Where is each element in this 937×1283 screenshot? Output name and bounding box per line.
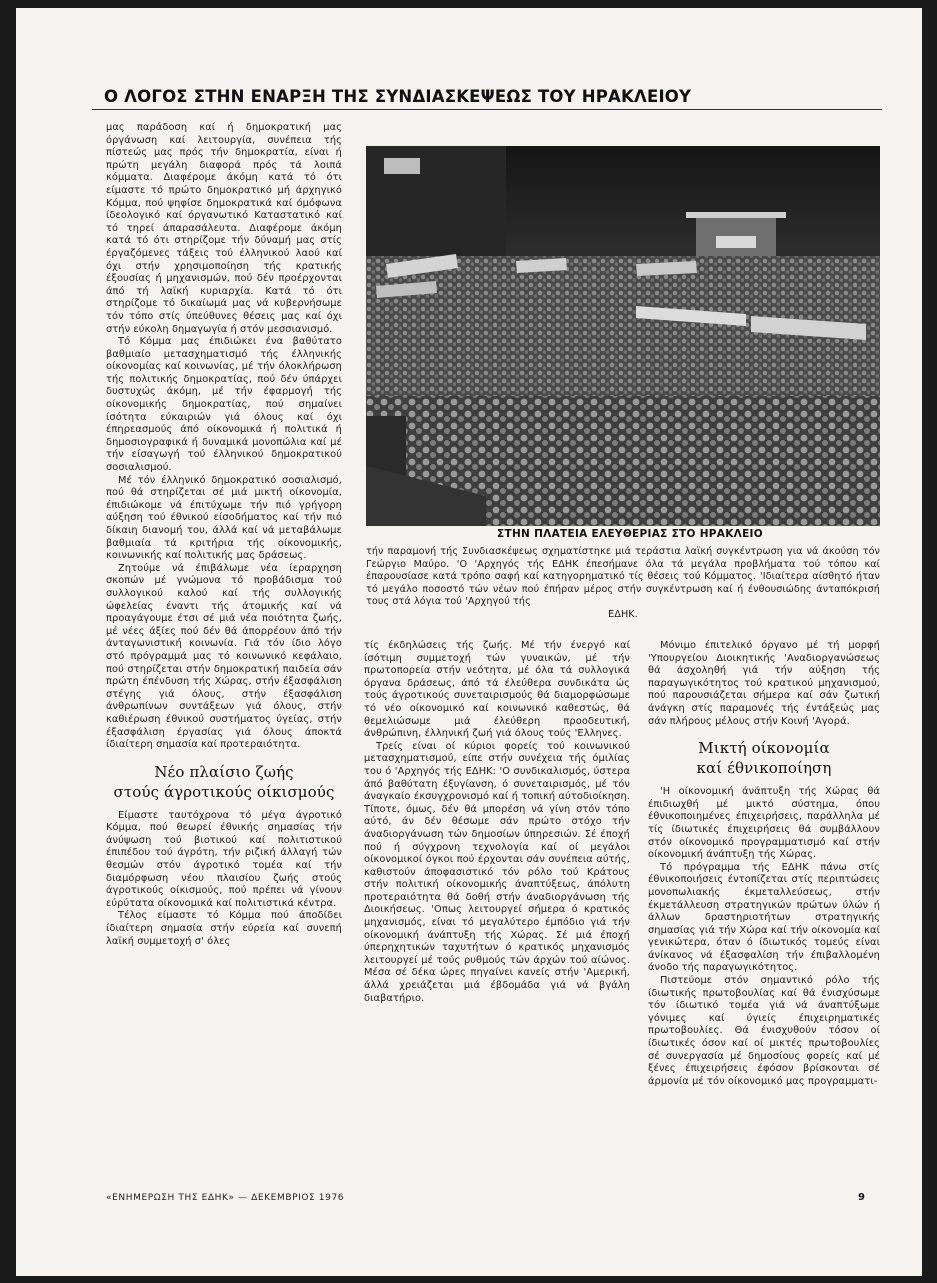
photo-intro-text [366,546,880,621]
col3-subhead-line-1: Μικτή οίκονομία [698,739,830,758]
crowd-photo-image [366,146,880,526]
col3-paragraph-1: Μόνιμο έπιτελικό όργανο μέ τή μορφή 'Υπουργείου Διοικητικής 'Αναδιοργανώσεως θά άσχοληθή γιά τήν αύξηση τής παραγωγικότητος τού κρατικού μηχανισμού, πού παρουσιάζεται σήμερα καί σάν ζωτική άνάγκη στίς παραμονές τής έντάξεώς μας σάν πλήρους μέλους στήν Κοινή 'Αγορά. [648,640,880,727]
column-1 [106,122,342,1172]
col1-paragraph-6: Τέλος είμαστε τό Κόμμα πού άποδίδει ίδιαίτερη σημασία στήν εύρεία καί συνεπή λαϊκή συμμετοχή σ' όλες [106,910,342,947]
col3-subhead-line-2: καί έθνικοποίηση [696,759,832,778]
footer-publication: «ΕΝΗΜΕΡΩΣΗ ΤΗΣ ΕΔΗΚ» — ΔΕΚΕΜΒΡΙΟΣ 1976 [106,1193,345,1203]
col3-paragraph-2: 'Η οίκονομική άνάπτυξη τής Χώρας θά έπιδιωχθή μέ μικτό σύστημα, όπου έθνικοποιημένες έπιχειρήσεις, παράλληλα μέ τίς ίδιωτικές έπιχειρήσεις θά συμβάλλουν στόν οίκονομικό προγραμματισμό καί στήν οίκονομική άνάπτυξη τής Χώρας. [648,786,880,861]
crowd-photo [366,146,880,526]
col2-paragraph-2: Τρείς είναι οί κύριοι φορείς τού κοινωνικού μετασχηματισμού, είπε στήν συνέχεια τής όμιλίας του ό 'Αρχηγός τής ΕΔΗΚ: 'Ο συνδικαλισμός, ύστερα άπό βαθύτατη έξυγίανση, ό συνεταιρισμός, μέ τόν άναγκαίο έκσυγχρονισμό καί ή τοπική αύτοδιοίκηση. Τίποτε, όμως, δέν θά μπορέση νά γίνη στόν τόπο αύτό, άν δέν θέσωμε σάν πρώτο στόχο τήν άναδιοργάνωση τών δημοσίων ύπηρεσιών. Σέ έποχή πού ή σύγχρονη τεχνολογία καί οί μεγάλοι οίκονομικοί όγκοι πού έρχονται σάν συνέπεια αύτής, καθιστούν άποφασιστικό τόν ρόλο τού Κράτους στήν πολιτική οίκονομικής άναπτύξεως, άπόλυτη προτεραιότητα θά δοθή στήν άναδιοργάνωση τής Διοικήσεως. 'Οπως λειτουργεί σήμερα ό κρατικός μηχανισμός, είναι τό μεγαλύτερο έμπόδιο γιά τήν οίκονομική άνάπτυξη τής Χώρας. Σέ μιά έποχή ύπερηχητικών ταχυτήτων ό κρατικός μηχανισμός λειτουργεί μέ τούς ρυθμούς τών άρχών τού αίώνος. Μέσα σέ δέκα ώρες πηγαίνει κανείς στήν 'Αμερική, άλλά χρειάζεται μιά έβδομάδα γιά νά βγάλη διαβατήριο. [364,740,630,1004]
col2-paragraph-1: τίς έκδηλώσεις τής ζωής. Μέ τήν ένεργό καί ίσότιμη συμμετοχή τών γυναικών, μέ τήν πρωτοπορεία στήν νεότητα, μέ όλα τά συλλογικά όργανα δράσεως, άπό τά έλεύθερα συνδικάτα ώς τούς άγροτικούς συνεταιρισμούς θά διαμορφώσωμε τό νέο οίκονομικό καί κοινωνικό καθεστώς, θά θεμελιώσωμε μιά έλεύθερη προοδευτική, άνθρώπινη, έλληνική ζωή γιά όλους τούς 'Ελληνες. [364,640,630,740]
col3-paragraph-3: Τό πρόγραμμα τής ΕΔΗΚ πάνω στίς έθνικοποιήσεις έντοπίζεται στίς περιπτώσεις μονοπωλιακής έκμεταλλεύσεως, στήν έκμετάλλευση στρατηγικών πρώτων ύλών ή άλλων δραστηριοτήτων στρατηγικής σημασίας γιά τήν Χώρα καί τήν οίκονομία καί γενικώτερα, όταν ό ίδιωτικός τομεύς είναι άνίκανος νά έξασφαλίση τήν έπιβαλλομένη άνοδο τής παραγωγικότητος. [648,861,880,974]
photo-caption: ΣΤΗΝ ΠΛΑΤΕΙΑ ΕΛΕΥΘΕΡΙΑΣ ΣΤΟ ΗΡΑΚΛΕΙΟ [497,528,763,540]
col3-paragraph-4: Πιστεύομε στόν σημαντικό ρόλο τής ίδιωτικής πρωτοβουλίας καί θά ένισχύσωμε τόν ίδιωτικό τομέα γιά νά άναπτύξωμε γόνιμες καί ύγιείς έπιχειρηματικές πρωτοβουλίες. Θά ένισχυθούν τόσον οί ίδιωτικές όσον καί οί μικτές πρωτοβουλίες σέ συνεργασία μέ δημοσίους φορείς καί μέ ξένες έπιχειρήσεις έφόσον βρίσκονται σέ άρμονία μέ τόν οίκονομικό μας προγραμματι- [648,975,880,1087]
col1-paragraph-5: Είμαστε ταυτόχρονα τό μέγα άγροτικό Κόμμα, πού θεωρεί έθνικής σημασίας τήν άνύψωση τού βιοτικού καί πολιτιστικού έπιπέδου τού άγρότη, τήν ριζική άλλαγή τών θεσμών στόν άγροτικό τομέα καί τήν διαμόρφωση νέου πλαισίου ζωής στούς άγροτικούς οίκισμούς, πού πρέπει νά γίνουν εύρύτατα οίκονομικά καί πολιτιστικά κέντρα. [106,809,342,909]
intro-last-line: ΕΔΗΚ. [608,608,638,620]
newspaper-page [16,8,922,1276]
col1-subhead [106,762,342,802]
col1-paragraph-1: μας παράδοση καί ή δημοκρατική μας όργάνωση καί λειτουργία, συνέπεια τής πίστεώς μας πρός τήν δημοκρατία, είναι ή πρώτη μεγάλη διαφορά πρός τά λοιπά κόμματα. Διαφέρομε άκόμη κατά τό ότι είμαστε τό πρώτο δημοκρατικό μή άρχηγικό Κόμμα, πού ψηφίσε δημοκρατικά καί όμόφωνα ίδεολογικό καί όργανωτικό Καταστατικό καί τό τηρεί άπαρασάλευτα. Διαφέρομε άκόμη κατά τό ότι στηρίζομε τήν δύναμή μας στίς έργαζόμενες τάξεις τού έλληνικού λαού καί όχι στήν χρησιμοποίηση τής κρατικής έξουσίας ή μηχανισμών, πού δέν προέρχονται άπό τή λαϊκή κυριαρχία. Κατά τό ότι στηρίζομε τό δικαίωμά μας νά κυβερνήσωμε τόν τόπο στίς ύπεύθυνες θέσεις μας καί όχι στήν εύκολη δημαγωγία ή στόν μεσσιανισμό. [106,122,342,335]
headline: Ο ΛΟΓΟΣ ΣΤΗΝ ΕΝΑΡΞΗ ΤΗΣ ΣΥΝΔΙΑΣΚΕΨΕΩΣ ΤΟΥ ΗΡΑΚΛΕΙΟΥ [104,87,692,106]
intro-body: τήν παραμονή τής Συνδιασκέψεως σχηματίστηκε μιά τεράστια λαϊκή συγκέντρωση για νά άκούση τόν Γεώργιο Μαύρο. 'Ο 'Αρχηγός τής ΕΔΗΚ έπεσήμανε όλα τά μεγάλα προβλήματα τού τόπου καί έπαρουσίασε κατά τρόπο σαφή καί κατηγορηματικό τίς θέσεις τού Κόμματος. 'Ιδιαίτερα αίσθητό ήταν τό μεγάλο ποσοστό τών νέων πού έπήραν μέρος στήν συγκέντρωση καί ή ένθουσιώδης άνταπόκρισή τους στά λόγια τού 'Αρχηγού τής [366,546,880,607]
column-3 [648,640,880,1180]
column-2 [364,640,630,1180]
headline-rule [92,109,882,110]
col1-subhead-line-2: στούς άγροτικούς οίκισμούς [113,782,335,801]
col3-subhead [648,738,880,778]
page-number: 9 [858,1192,865,1203]
col1-subhead-line-1: Νέο πλαίσιο ζωής [154,762,294,781]
col1-paragraph-2: Τό Κόμμα μας έπιδιώκει ένα βαθύτατο βαθμιαίο μετασχηματισμό τής έλληνικής οίκονομίας καί κοινωνίας, μέ τήν όλοκλήρωση τής πολιτικής δημοκρατίας, πού δέν ύπάρχει δυστυχώς άκόμη, μέ τήν έφαρμογή τής οίκονομικής δημοκρατίας, πού σημαίνει ίσότητα εύκαιριών γιά όλους καί όχι έπηρεασμούς άπό οίκονομικά ή πολιτικά ή δημοσιογραφικά ή δυναμικά μονοπώλια καί μέ τήν είσαγωγή τού έλληνικού δημοκρατικού σοσιαλισμού. [106,336,342,474]
col1-paragraph-4: Ζητούμε νά έπιβάλωμε νέα ίεραρχηση σκοπών μέ γνώμονα τό προβάδισμα τού συλλογικού καλού καί τής συλλογικής ώφελείας έναντι τής άτομικής καί νά προαγάγουμε έτσι σέ μιά νέα ποιότητα ζωής, μέ νέες άξίες πού δέν θά άπορρέουν άπό τήν άνταγωνιστική κοινωνία. Γιά τόν ίδιο λόγο στό πρόγραμμά μας τό κοινωνικό κεφάλαιο, πού στηρίζεται στήν δημοκρατική παιδεία σάν πρώτη έπένδυση τής Χώρας, στήν έξασφάλιση στέγης γιά όλους, στήν έξασφάλιση άνθρωπίνων συντάξεων γιά όλους, στήν καθιέρωση έθνικού συστήματος ύγείας, στήν έξασφάλιση έργασίας γιά όλους άποκτά ίδιαίτερη σημασία καί προτεραιότητα. [106,562,342,751]
col1-paragraph-3: Μέ τόν έλληνικό δημοκρατικό σοσιαλισμό, πού θά στηρίζεται σέ μιά μικτή οίκονομία, έπιδιώκομε νά έπιτύχωμε τήν πιό γρήγορη αύξηση τού έθνικού είσοδήματος καί τήν πιό δίκαιη διανομή του, άλλά καί νά μεταβάλωμε βαθμιαία τά κριτήρια τής οίκονομικής, κοινωνικής καί πολιτικής μας δράσεως. [106,474,342,562]
